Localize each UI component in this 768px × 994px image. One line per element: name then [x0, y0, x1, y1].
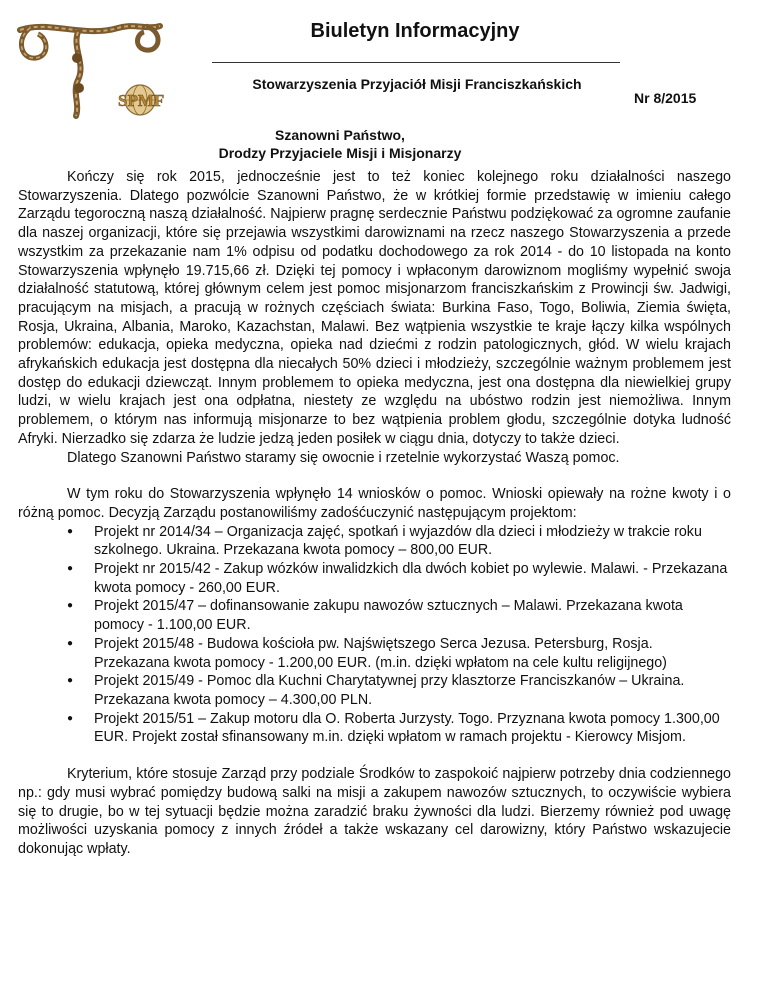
spmf-logo	[14, 8, 164, 120]
greeting	[110, 126, 570, 162]
list-item: ● Projekt 2015/49 - Pomoc dla Kuchni Charytatywnej przy klasztorze Franciszkanów – Ukraina. Przekazana kwota pomocy – 4.300,00 PLN.	[94, 672, 731, 709]
issue-number: Nr 8/2015	[634, 90, 697, 106]
knot	[74, 83, 84, 93]
letter-body	[18, 168, 731, 859]
list-item: ● Projekt 2015/48 - Budowa kościoła pw. Najświętszego Serca Jezusa. Petersburg, Rosja. Przekazana kwota pomocy - 1.200,00 EUR. (m.in. dzięki wpłatom na cele kultu religijnego)	[94, 635, 731, 672]
paragraph-criteria: Kryterium, które stosuje Zarząd przy podziale Środków to zaspokoić najpierw potrzeby dnia codziennego np.: gdy musi wybrać pomiędzy budową salki na misji a zakupem nawozów sztucznych, to oczywiście wybiera się to drugie, bo w tej sytuacji będzie można zaradzić braku żywności dla ludzi. Bierzemy również pod uwagę możliwości uzyskania pomocy z innych źródeł a także wskazany cel darowizny, który Państwo wskazujecie dokonując wpłaty.	[18, 766, 731, 857]
paragraph-intro: Kończy się rok 2015, jednocześnie jest to też koniec kolejnego roku działalności naszego Stowarzyszenia. Dlatego pozwólcie Szanowni Państwo, że w krótkiej formie przedstawię w imieniu całego Zarządu tegoroczną naszą działalność. Najpierw pragnę serdecznie Państwu podziękować za ogromne zaufanie dla naszej organizacji, które się przejawia wszystkimi darowiznami na rzecz naszego Stowarzyszenia a przede wszystkim za przekazanie nam 1% odpisu od podatku dochodowego za rok 2014 - do 10 listopada na konto Stowarzyszenia wpłynęło 19.715,66 zł. Dzięki tej pomocy i wpłaconym darowiznom mogliśmy wypełnić swoja działalność statutową, której głównym celem jest pomoc misjonarzom franciszkańskim z Prowincji św. Jadwigi, pracującym na misjach, a pracują w rożnych częściach świata: Burkina Faso, Togo, Boliwia, Ziemia święta, Rosja, Ukraina, Albania, Maroko, Kazachstan, Malawi. Bez wątpienia wszystkie te kraje łączy kilka wspólnych problemów: edukacja, opieka medyczna, opieka nad dziećmi z rodzin patologicznych, głód. W wielu krajach afrykańskich edukacja jest dostępna dla niecałych 50% dzieci i młodzieży, szczególnie ważnym problemem jest dostęp do edukacji dziewcząt. Innym problemem to opieka medyczna, jest ona dostępna dla niewielkiej grupy ludzi, w wielu krajach jest ona odpłatna, niestety ze względu na ubóstwo rodzin jest niemożliwa. Innym problemem, o którym nas informują misjonarze to bez wątpienia problem głodu, szczególnie dotyka ludność Afryki. Nierzadko się zdarza że ludzie jedzą jeden posiłek w ciągu dnia, dotyczy to także dzieci.	[18, 169, 731, 447]
paragraph-applications: W tym roku do Stowarzyszenia wpłynęło 14 wniosków o pomoc. Wnioski opiewały na rożne kwoty i o różną pomoc. Decyzją Zarządu postanowiliśmy zadośćuczynić następującym projektom:	[18, 486, 731, 521]
list-item: ● Projekt nr 2014/34 – Organizacja zajęć, spotkań i wyjazdów dla dzieci i młodzieży w trakcie roku szkolnego. Ukraina. Przekazana kwota pomocy – 800,00 EUR.	[94, 523, 731, 560]
bulletin-title: Biuletyn Informacyjny	[310, 20, 520, 42]
title-divider	[212, 62, 620, 63]
greeting-line-1: Szanowni Państwo,	[275, 127, 405, 143]
logo-text: SPMF	[118, 91, 164, 110]
list-item: ● Projekt 2015/51 – Zakup motoru dla O. Roberta Jurzysty. Togo. Przyznana kwota pomocy 1.300,00 EUR. Projekt został sfinansowany m.in. dzięki wpłatom w ramach projektu - Kierowcy Misjom.	[94, 710, 731, 747]
list-item: ● Projekt 2015/47 – dofinansowanie zakupu nawozów sztucznych – Malawi. Przekazana kwota pomocy - 1.100,00 EUR.	[94, 597, 731, 634]
association-name: Stowarzyszenia Przyjaciół Misji Franciszkańskich	[252, 76, 582, 92]
greeting-line-2: Drodzy Przyjaciele Misji i Misjonarzy	[218, 145, 462, 161]
paragraph-thanks: Dlatego Szanowni Państwo staramy się owocnie i rzetelnie wykorzystać Waszą pomoc.	[67, 449, 620, 466]
project-list	[18, 523, 731, 747]
knot	[72, 53, 82, 63]
list-item: ● Projekt nr 2015/42 - Zakup wózków inwalidzkich dla dwóch kobiet po wylewie. Malawi. - Przekazana kwota pomocy - 260,00 EUR.	[94, 560, 731, 597]
